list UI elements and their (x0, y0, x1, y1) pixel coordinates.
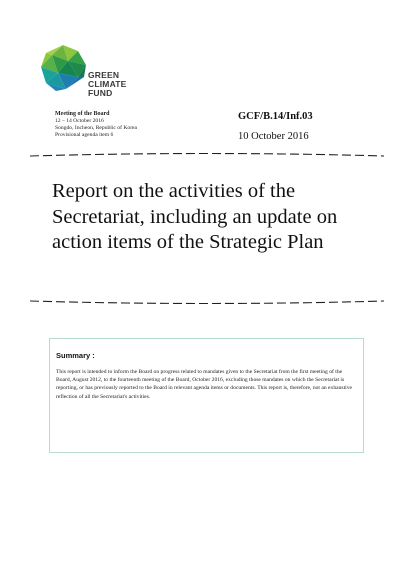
meeting-info (55, 111, 137, 139)
document-code: GCF/B.14/Inf.03 (238, 111, 313, 122)
logo-line-green: GREEN (88, 70, 120, 80)
summary-heading: Summary : (56, 351, 95, 360)
meeting-location: Songdo, Incheon, Republic of Korea (55, 125, 138, 131)
meeting-agenda-item: Provisional agenda item 6 (55, 132, 114, 138)
summary-text: This report is intended to inform the Board on progress related to mandates given to the Secretariat from the first meeting of the Board, August 2012, to the fourteenth meeting of the Board, October 2016, excluding those mandates on which the Secretariat is reporting, or has previously reported to the Board in relevant agenda items or documents. This report is, therefore, not an exhaustive reflection of all the Secretariat's activities. (56, 369, 352, 400)
logo-line-climate: CLIMATE (88, 79, 127, 89)
logo-line-fund: FUND (88, 88, 113, 98)
top-divider (30, 151, 384, 159)
meeting-title: Meeting of the Board (55, 111, 110, 117)
logo-wordmark (88, 71, 127, 98)
document-reference (238, 110, 313, 144)
document-date: 10 October 2016 (238, 131, 309, 142)
document-title: Report on the activities of the Secretariat, including an update on action items of the Strategic Plan (52, 180, 338, 253)
globe-logo-icon (38, 43, 88, 93)
summary-box (49, 338, 364, 453)
gcf-logo (38, 43, 127, 98)
bottom-divider (30, 298, 384, 306)
meeting-dates: 12 – 14 October 2016 (55, 118, 104, 124)
